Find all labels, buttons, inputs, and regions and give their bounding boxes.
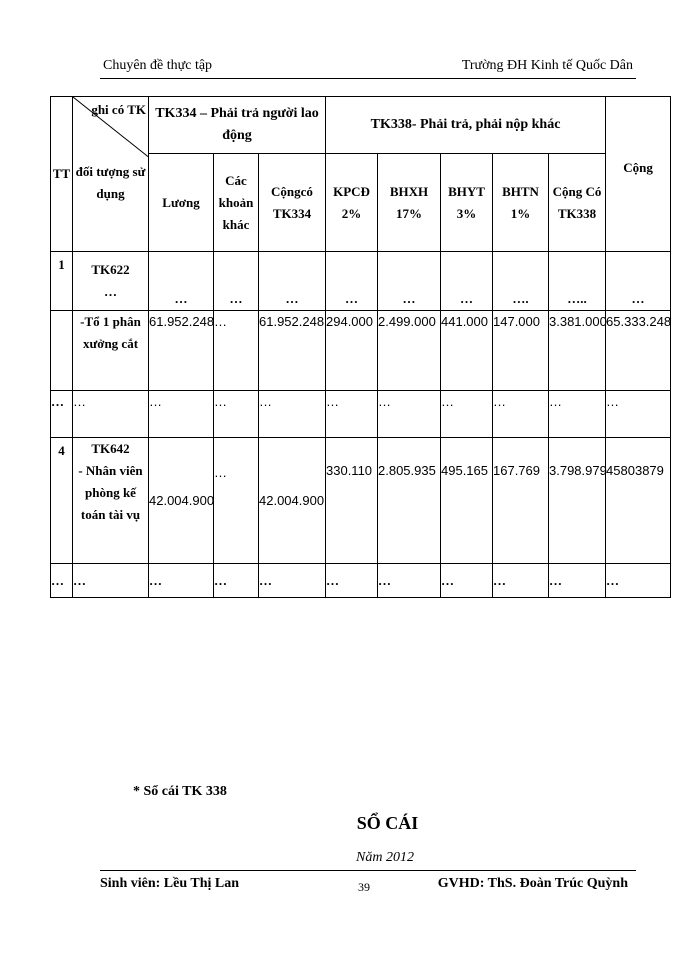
- row-tt: 4: [51, 438, 73, 564]
- row-cell: …: [149, 391, 214, 438]
- row-cell: 61.952.248: [259, 311, 326, 391]
- row-label: [73, 252, 149, 311]
- ledger-year: Năm 2012: [356, 850, 414, 865]
- row-cell: …: [378, 391, 441, 438]
- row-cell: …: [214, 391, 259, 438]
- header-left: Chuyên đề thực tập: [103, 58, 213, 73]
- row-cell: 3.381.000: [549, 311, 606, 391]
- col-cong-header: Cộng: [606, 97, 671, 252]
- header-rule: [100, 78, 636, 79]
- table-row: [51, 252, 671, 311]
- row-cell: 330.110: [326, 438, 378, 564]
- row-cell: …: [326, 564, 378, 598]
- row-cell: …: [326, 391, 378, 438]
- row-cell: …: [493, 391, 549, 438]
- group-tk338-header: TK338- Phải trả, phải nộp khác: [326, 97, 606, 154]
- row-cell: …: [493, 564, 549, 598]
- row-cell: …: [378, 252, 441, 311]
- row-cell: …: [441, 252, 493, 311]
- row-cell: …: [606, 391, 671, 438]
- row-cell: 2.805.935: [378, 438, 441, 564]
- row-cell: …: [259, 391, 326, 438]
- diag-top-label: ghi có TK: [91, 102, 146, 117]
- subcol-bhxh: BHXH 17%: [378, 154, 441, 252]
- row-cell: …: [149, 564, 214, 598]
- row-name-detail: - Nhân viên phòng kế toán tài vụ: [78, 463, 143, 522]
- row-cell: 3.798.979: [549, 438, 606, 564]
- row-cell: …: [214, 252, 259, 311]
- subcol-luong: Lương: [149, 154, 214, 252]
- section-label: * Sổ cái TK 338: [133, 784, 227, 799]
- row-cell: 167.769: [493, 438, 549, 564]
- row-cell: …: [549, 391, 606, 438]
- subcol-bhtn: BHTN 1%: [493, 154, 549, 252]
- row-tt: …: [51, 564, 73, 598]
- row-cell: 441.000: [441, 311, 493, 391]
- row-cell: 2.499.000: [378, 311, 441, 391]
- row-cell: 65.333.248: [606, 311, 671, 391]
- row-cell: 147.000: [493, 311, 549, 391]
- row-cell: …: [149, 252, 214, 311]
- row-cell: …: [214, 311, 259, 391]
- table-row: [51, 438, 671, 564]
- row-tt: …: [51, 391, 73, 438]
- row-cell: …: [606, 252, 671, 311]
- table-row: [51, 391, 671, 438]
- subcol-khoan-khac: Các khoản khác: [214, 154, 259, 252]
- row-tt: [51, 311, 73, 391]
- row-name: TK642: [91, 441, 130, 456]
- subcol-kpcd: KPCĐ 2%: [326, 154, 378, 252]
- subcol-cong-tk334: Cộngcó TK334: [259, 154, 326, 252]
- allocation-table: [50, 96, 671, 598]
- row-cell: 294.000: [326, 311, 378, 391]
- footer-advisor: GVHD: ThS. Đoàn Trúc Quỳnh: [437, 876, 628, 891]
- row-cell: 495.165: [441, 438, 493, 564]
- row-cell: 42.004.900: [259, 438, 326, 564]
- row-cell: 45803879: [606, 438, 671, 564]
- row-cell: …: [441, 391, 493, 438]
- row-name: …: [73, 564, 149, 598]
- row-cell: …..: [549, 252, 606, 311]
- row-cell: …: [606, 564, 671, 598]
- row-cell: 42.004.900: [149, 438, 214, 564]
- page-number: 39: [358, 880, 370, 894]
- row-cell: 61.952.248: [149, 311, 214, 391]
- row-label: [73, 438, 149, 564]
- subcol-cong-tk338: Cộng Có TK338: [549, 154, 606, 252]
- ledger-title: SỔ CÁI: [356, 813, 419, 833]
- row-cell: …: [259, 252, 326, 311]
- col-tt-header: TT: [51, 97, 73, 252]
- row-cell: …: [549, 564, 606, 598]
- diagonal-header-cell: [73, 97, 149, 252]
- row-name: TK622: [91, 262, 130, 277]
- row-cell: …: [378, 564, 441, 598]
- row-cell: …: [214, 438, 259, 564]
- row-name: …: [73, 391, 149, 438]
- diag-bottom-label: đối tượng sử dụng: [75, 164, 146, 201]
- row-cell: …: [214, 564, 259, 598]
- footer-student: Sinh viên: Lều Thị Lan: [100, 876, 240, 891]
- row-cell: …: [259, 564, 326, 598]
- row-cell: ….: [493, 252, 549, 311]
- group-tk334-header: TK334 – Phải trả người lao động: [149, 97, 326, 154]
- table-row: [51, 564, 671, 598]
- row-cell: …: [441, 564, 493, 598]
- row-name: -Tổ 1 phân xưởng cắt: [73, 311, 149, 391]
- footer-rule: [100, 870, 636, 871]
- table-row: [51, 311, 671, 391]
- row-cell: …: [326, 252, 378, 311]
- row-tt: 1: [51, 252, 73, 311]
- row-name-continued: …: [104, 284, 117, 299]
- header-right: Trường ĐH Kinh tế Quốc Dân: [461, 58, 633, 73]
- subcol-bhyt: BHYT 3%: [441, 154, 493, 252]
